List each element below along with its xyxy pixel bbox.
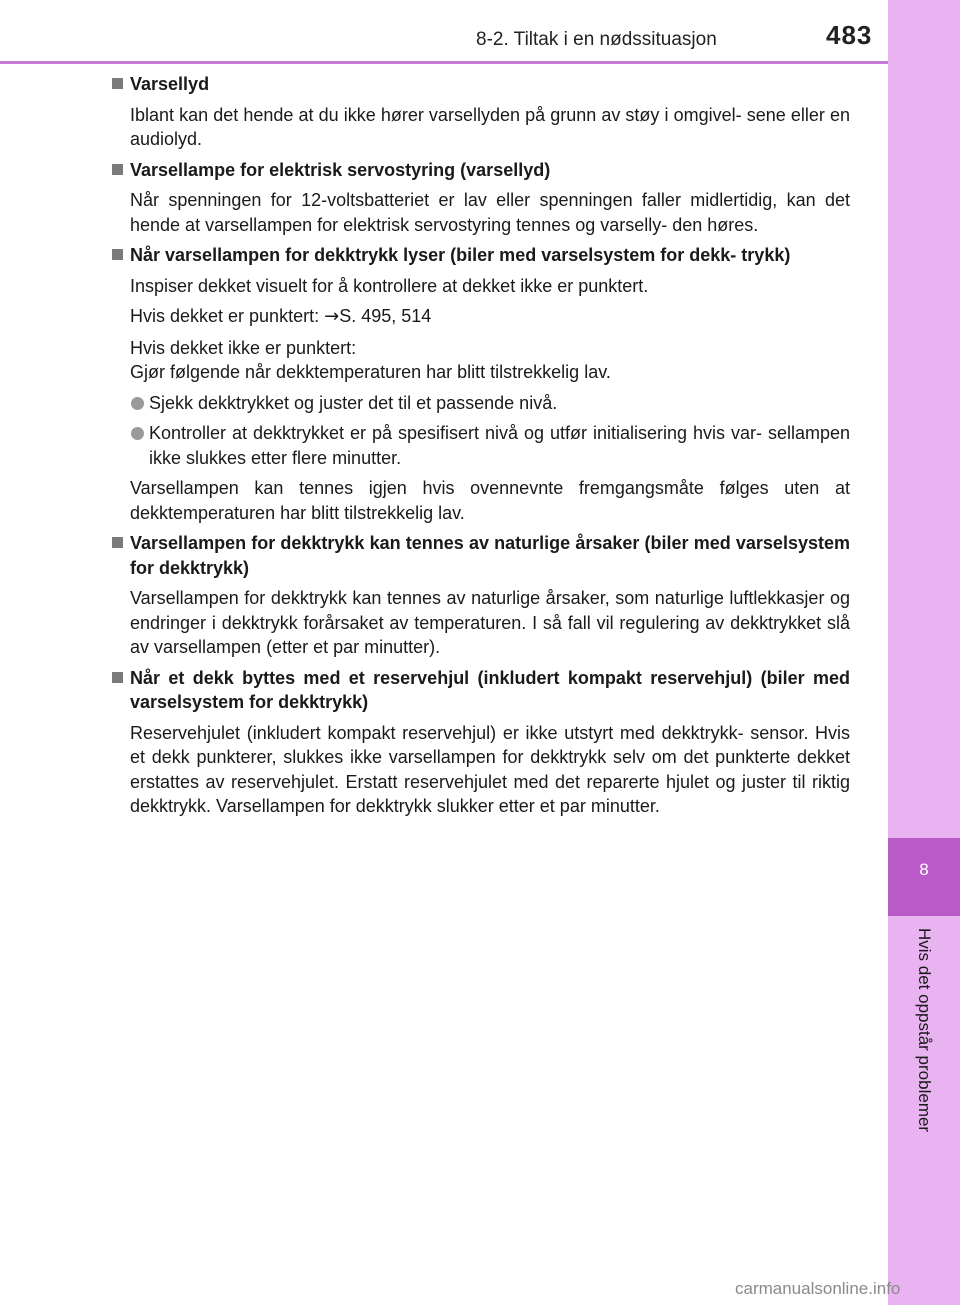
list-item-text: Kontroller at dekktrykket er på spesifisert nivå og utfør initialisering hvis var- sellampen ikke slukkes etter flere minutter. (149, 423, 850, 468)
section-heading (110, 666, 850, 715)
list-item (110, 391, 850, 416)
section-tire-pressure-lamp (110, 243, 850, 525)
chapter-number: 8 (919, 860, 929, 879)
paragraph: Varsellampen kan tennes igjen hvis ovennevnte fremgangsmåte følges uten at dekktemperaturen har blitt tilstrekkelig lav. (130, 478, 850, 523)
square-bullet-icon (112, 164, 123, 175)
section-natural-causes (110, 531, 850, 660)
paragraph: Iblant kan det hende at du ikke hører varsellyden på grunn av støy i omgivel- sene eller en audiolyd. (130, 104, 850, 149)
paragraph-reference (110, 304, 850, 330)
section-heading (110, 72, 850, 97)
header-divider (0, 61, 888, 64)
square-bullet-icon (112, 249, 123, 260)
section-heading-text: Når varsellampen for dekktrykk lyser (biler med varselsystem for dekk- trykk) (130, 245, 791, 265)
section-heading (110, 158, 850, 183)
reference-prefix: Hvis dekket er punktert: (130, 306, 325, 326)
section-heading-text: Varsellampen for dekktrykk kan tennes av naturlige årsaker (biler med varselsystem for dekktrykk) (130, 533, 850, 578)
list-item-text: Sjekk dekktrykket og juster det til et passende nivå. (149, 392, 558, 413)
list-item (110, 421, 850, 470)
section-spare-wheel (110, 666, 850, 819)
chapter-title: Hvis det oppstår problemer (915, 928, 934, 1133)
circle-bullet-icon (131, 427, 144, 440)
paragraph-line: Gjør følgende når dekktemperaturen har blitt tilstrekkelig lav. (130, 362, 611, 382)
square-bullet-icon (112, 672, 123, 683)
section-heading-text: Varsellampe for elektrisk servostyring (varsellyd) (130, 159, 551, 180)
square-bullet-icon (112, 537, 123, 548)
section-heading-text: Varsellyd (130, 74, 210, 94)
right-arrow-icon: → (324, 306, 340, 327)
square-bullet-icon (112, 78, 123, 89)
watermark: carmanualsonline.info (735, 1279, 901, 1298)
header-section-title: 8-2. Tiltak i en nødssituasjon (476, 29, 717, 50)
section-power-steering-lamp (110, 158, 850, 238)
paragraph: Reservehjulet (inkludert kompakt reservehjul) er ikke utstyrt med dekktrykk- sensor. Hvis et dekk punkterer, slukkes ikke varsellampen for dekktrykk selv om det punkterte dekket erstattes av reservehjulet. Erstatt reservehjulet med det reparerte hjulet og juster til riktig dekktrykk. Varsellampen for dekktrykk slukker etter et par minutter. (130, 722, 850, 816)
section-heading-text: Når et dekk byttes med et reservehjul (inkludert kompakt reservehjul) (biler med varselsystem for dekktrykk) (130, 667, 850, 712)
paragraph-line: Hvis dekket ikke er punktert: (130, 337, 357, 358)
paragraph: Varsellampen for dekktrykk kan tennes av naturlige årsaker, som naturlige luftlekkasjer og endringer i dekktrykk forårsaket av temperaturen. I så fall vil regulering av dekktrykket slå av varsellampen (etter et par minutter). (130, 588, 850, 657)
section-heading (110, 243, 850, 268)
section-warning-sound (110, 72, 850, 152)
page-number: 483 (826, 20, 873, 50)
page-content (110, 72, 850, 825)
page-reference-link[interactable]: S. 495, 514 (339, 306, 432, 326)
paragraph (110, 336, 850, 385)
paragraph: Når spenningen for 12-voltsbatteriet er lav eller spenningen faller midlertidig, kan det hende at varsellampen for elektrisk servostyring tennes og varselly- den høres. (130, 190, 850, 235)
circle-bullet-icon (131, 397, 144, 410)
paragraph: Inspiser dekket visuelt for å kontrollere at dekket ikke er punktert. (130, 275, 649, 296)
section-heading (110, 531, 850, 580)
